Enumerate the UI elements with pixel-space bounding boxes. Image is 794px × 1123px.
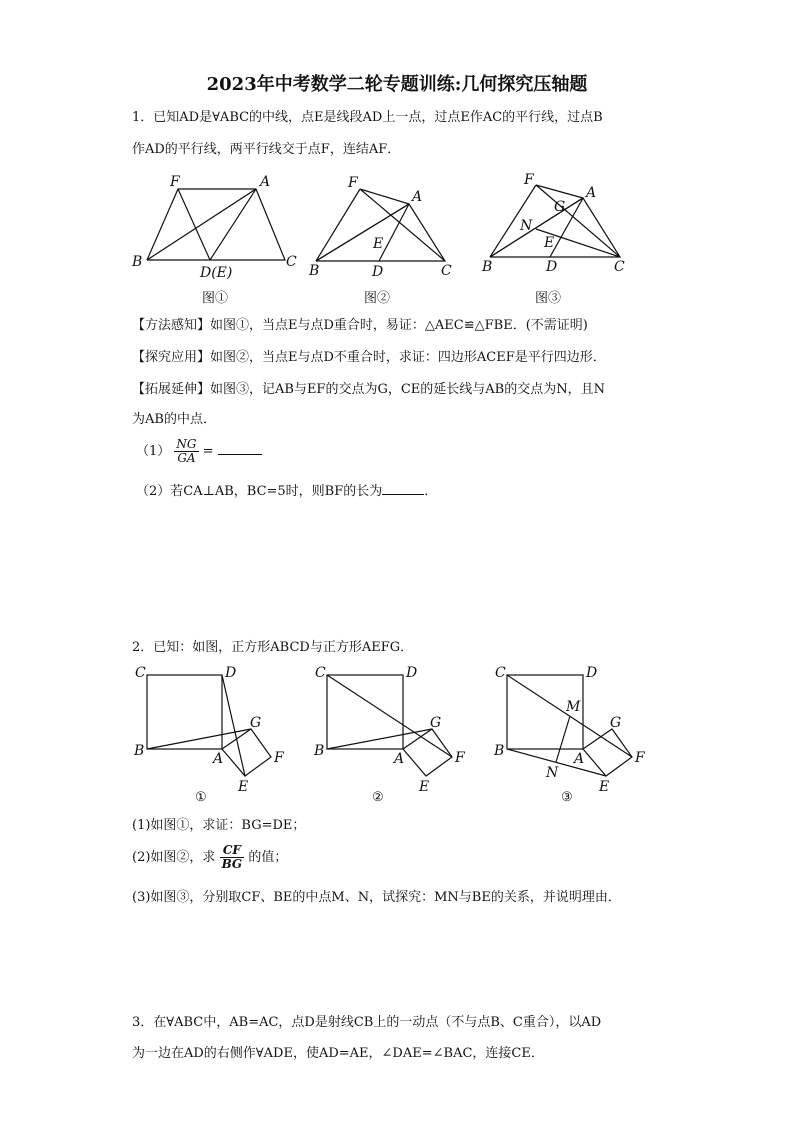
label-C: C (286, 254, 297, 270)
q1-sub1-numerator: NG (176, 437, 197, 451)
q2-fig2-caption: ② (372, 790, 384, 805)
label-B: B (309, 263, 320, 279)
q1-figure-1 (130, 170, 300, 280)
q1-sub2-answer-blank[interactable] (382, 494, 424, 495)
q2-fig1-caption: ① (195, 790, 207, 805)
label-C: C (135, 665, 146, 681)
label-A: A (394, 751, 405, 767)
q2-fig3-caption: ③ (561, 790, 573, 805)
q2-sub2 (132, 844, 287, 871)
label-E: E (544, 235, 555, 251)
q1-fig1-caption: 图① (202, 291, 229, 306)
q1-sub1-answer-blank[interactable] (218, 454, 262, 455)
label-D-E: D(E) (200, 265, 233, 281)
q2-sub2-numerator: CF (220, 844, 245, 858)
label-D: D (406, 665, 418, 681)
label-A: A (586, 185, 597, 201)
q1-figure-3 (480, 170, 650, 280)
q2-sub2-fraction (220, 844, 245, 871)
q1-extend-line1: 【拓展延伸】如图③，记AB与EF的交点为G，CE的延长线与AB的交点为N，且N (132, 382, 605, 397)
q1-extend-line2: 为AB的中点． (132, 412, 216, 427)
q1-sub1-equals: = (202, 444, 214, 459)
label-D: D (225, 665, 237, 681)
label-E: E (238, 779, 249, 795)
q2-figure-2 (310, 660, 480, 800)
q1-sub2 (136, 482, 437, 502)
q1-line2: 作AD的平行线，两平行线交于点F，连结AF． (132, 142, 401, 157)
q1-sub1-denominator: GA (177, 451, 196, 465)
label-A: A (574, 751, 585, 767)
label-F: F (348, 175, 358, 191)
q1-method: 【方法感知】如图①，当点E与点D重合时，易证：△AEC≌△FBE．(不需证明) (132, 318, 588, 333)
label-C: C (441, 263, 452, 279)
label-C: C (315, 665, 326, 681)
label-N: N (546, 765, 559, 781)
q2-figure-3 (490, 660, 660, 800)
label-M: M (566, 699, 581, 715)
q1-fig2-caption: 图② (364, 291, 391, 306)
q2-line1: 2．已知：如图，正方形ABCD与正方形AEFG． (132, 640, 414, 655)
q2-sub2-suffix: 的值； (248, 850, 288, 865)
q1-sub2-text: （2）若CA⊥AB，BC=5时，则BF的长为 (136, 484, 383, 499)
label-N: N (520, 218, 533, 234)
label-G: G (430, 715, 442, 731)
q2-sub2-prefix: (2)如图②，求 (132, 850, 216, 865)
label-B: B (482, 259, 493, 275)
q3-line2: 为一边在AD的右侧作∀ADE，使AD=AE，∠DAE=∠BAC，连接CE． (132, 1046, 544, 1061)
q2-figure-1 (130, 660, 300, 800)
label-A: A (412, 189, 423, 205)
label-E: E (373, 236, 384, 252)
q2-sub3: (3)如图③，分别取CF、BE的中点M、N，试探究：MN与BE的关系，并说明理由． (132, 890, 621, 905)
q3-line1: 3．在∀ABC中，AB=AC，点D是射线CB上的一动点（不与点B、C重合），以AD (132, 1015, 602, 1030)
q1-figure-2 (305, 170, 465, 280)
label-C: C (614, 259, 625, 275)
q1-explore: 【探究应用】如图②，当点E与点D不重合时，求证：四边形ACEF是平行四边形． (132, 350, 606, 365)
label-B: B (134, 743, 145, 759)
label-F: F (635, 750, 645, 766)
q1-line1: 1．已知AD是∀ABC的中线，点E是线段AD上一点，过点E作AC的平行线，过点B (132, 110, 603, 125)
q1-sub1 (136, 438, 262, 465)
q1-sub1-prefix: （1） (136, 444, 171, 459)
label-D: D (586, 665, 598, 681)
label-G: G (554, 199, 566, 215)
label-B: B (132, 254, 143, 270)
q2-sub1: (1)如图①，求证：BG=DE； (132, 818, 306, 833)
label-A: A (213, 751, 224, 767)
q2-sub2-denominator: BG (221, 857, 243, 871)
q1-sub1-fraction (174, 438, 198, 465)
page-title: 2023年中考数学二轮专题训练:几何探究压轴题 (206, 74, 588, 95)
label-G: G (610, 715, 622, 731)
label-B: B (494, 743, 505, 759)
label-E: E (419, 779, 430, 795)
q1-fig3-caption: 图③ (535, 291, 562, 306)
label-A: A (260, 174, 271, 190)
label-B: B (314, 743, 325, 759)
label-D: D (372, 264, 384, 280)
label-F: F (274, 750, 284, 766)
label-F: F (455, 750, 465, 766)
label-F: F (170, 174, 180, 190)
label-F: F (524, 172, 534, 188)
label-C: C (495, 665, 506, 681)
q1-sub2-end: ． (424, 484, 438, 499)
label-G: G (250, 715, 262, 731)
label-E: E (599, 779, 610, 795)
label-D: D (546, 259, 558, 275)
